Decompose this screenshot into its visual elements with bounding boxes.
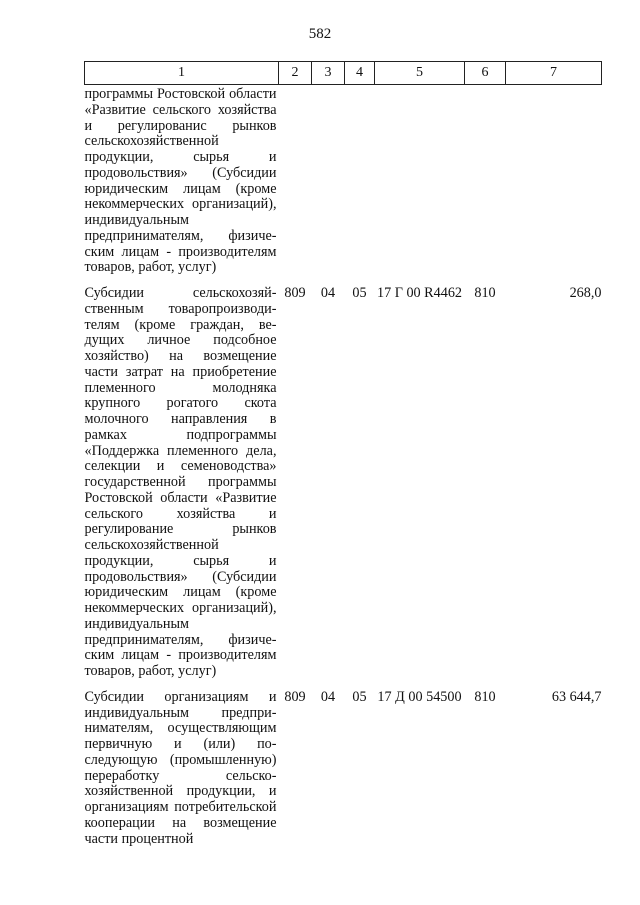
section-code: 04	[320, 285, 336, 301]
table-header-row	[85, 62, 602, 85]
target-article-code	[375, 85, 465, 282]
subsection-code: 05	[352, 285, 367, 301]
amount	[506, 85, 602, 282]
amount: 268,0	[569, 285, 602, 301]
ministry-code: 809	[284, 688, 306, 705]
section-code	[312, 85, 345, 282]
ministry-code: 809	[284, 285, 306, 301]
row-description: программы Ростовской области «Развитие сельского хозяйства и регулированис рынков сельскохозяйственной продукции, сырья и продовольствия» (Субсидии юридическим лицам (кроме некоммерческих организаций), индивидуальным предпринимателям, физическим лицам - производителям товаров, работ, услуг)	[84, 86, 277, 276]
row-description: Субсидии организациям и индивидуальным предпринимателям, осуществляющим первичную и (или) последующую (промышленную) переработку сельскохозяйственной продукции, и организациям потребительской кооперации на возмещение части процентной	[84, 688, 277, 847]
target-article-code: 17 Д 00 54500	[377, 688, 462, 705]
subsection-code: 05	[352, 688, 367, 705]
column-header: 6	[465, 62, 506, 85]
table-row	[85, 281, 602, 685]
column-header: 5	[375, 62, 465, 85]
expense-type-code	[465, 85, 506, 282]
column-header: 4	[345, 62, 375, 85]
amount: 63 644,7	[551, 688, 602, 705]
column-header: 3	[312, 62, 345, 85]
ministry-code	[279, 85, 312, 282]
column-header: 1	[85, 62, 279, 85]
page-number: 582	[308, 26, 332, 42]
expense-type-code: 810	[474, 688, 496, 705]
section-code: 04	[320, 688, 336, 705]
subsection-code	[345, 85, 375, 282]
table-row	[85, 85, 602, 282]
column-header: 2	[279, 62, 312, 85]
column-header: 7	[506, 62, 602, 85]
row-description: Субсидии сельскохозяйственным товаропроизводителям (кроме граждан, ведущих личное подсобное хозяйство) на возмещение части затрат на приобретение племенного молодняка крупного рогатого скота молочного направления в рамках подпрограммы «Поддержка племенного дела, селекции и семеноводства» государственной программы Ростовской области «Развитие сельского хозяйства и регулирование рынков сельскохозяйственной продукции, сырья и продовольствия» (Субсидии юридическим лицам (кроме некоммерческих организаций), индивидуальным предпринимателям, физическим лицам - производителям товаров, работ, услуг)	[84, 285, 277, 679]
expense-type-code: 810	[474, 285, 496, 301]
target-article-code: 17 Г 00 R4462	[376, 285, 463, 301]
budget-table	[84, 61, 602, 852]
table-row	[85, 685, 602, 853]
